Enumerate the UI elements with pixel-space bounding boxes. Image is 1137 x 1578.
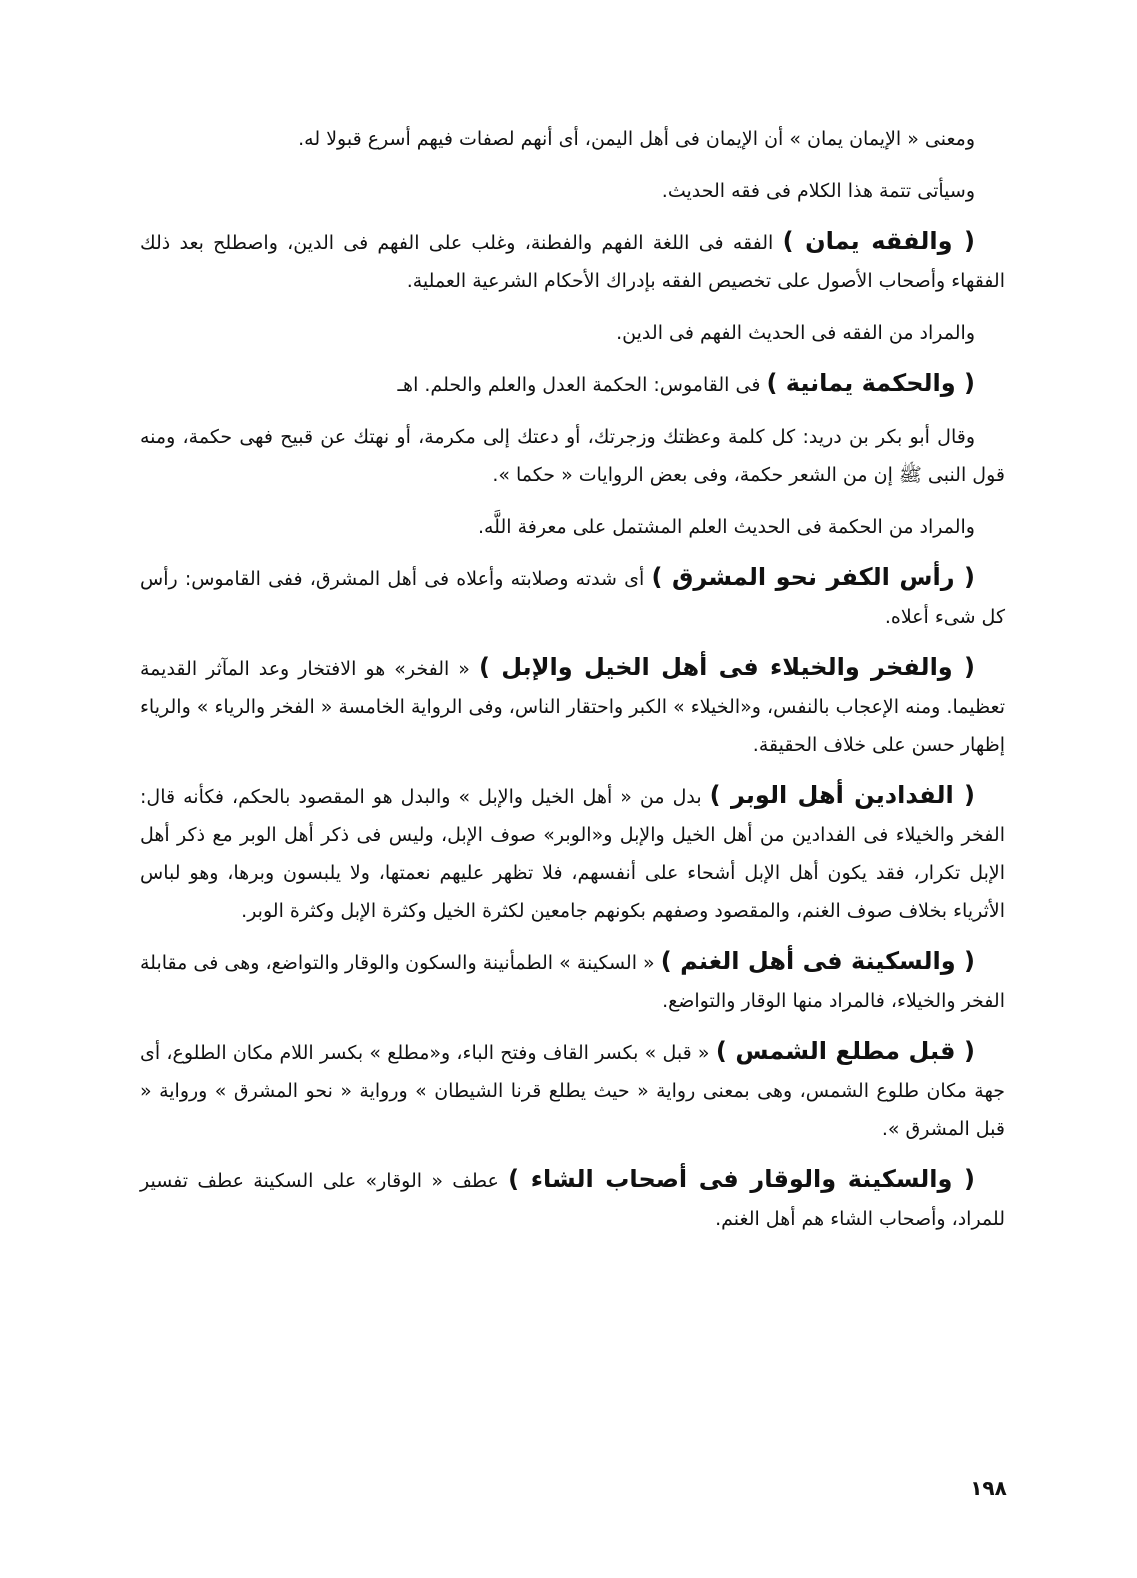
paragraph-heading: ( رأس الكفر نحو المشرق ): [651, 563, 975, 591]
paragraph: [140, 648, 1005, 764]
paragraph-text: عطف « الوقار» على السكينة عطف تفسير للمراد، وأصحاب الشاء هم أهل الغنم.: [140, 1170, 1005, 1230]
paragraph: [140, 558, 1005, 636]
paragraph: [140, 118, 1005, 158]
paragraph-text: « السكينة » الطمأنينة والسكون والوقار والتواضع، وهى فى مقابلة الفخر والخيلاء، فالمراد منها الوقار والتواضع.: [140, 952, 1005, 1012]
paragraph: [140, 312, 1005, 352]
paragraph: [140, 506, 1005, 546]
paragraph-heading: ( قبل مطلع الشمس ): [715, 1037, 975, 1065]
paragraph: [140, 170, 1005, 210]
paragraph: [140, 776, 1005, 930]
paragraph-text: أى شدته وصلابته وأعلاه فى أهل المشرق، ففى القاموس: رأس كل شىء أعلاه.: [140, 568, 1005, 628]
paragraph-heading: ( الفدادين أهل الوبر ): [709, 781, 975, 809]
paragraph-heading: ( والسكينة والوقار فى أصحاب الشاء ): [508, 1165, 976, 1193]
paragraph-text: بدل من « أهل الخيل والإبل » والبدل هو المقصود بالحكم، فكأنه قال: الفخر والخيلاء فى الفدادين من أهل الخيل والإبل و«الوبر» صوف الإبل، وليس فى ذكر أهل الوبر مع ذكر أهل الإبل تكرار، فقد يكون أهل الإبل أشحاء على أنفسهم، فلا تظهر عليهم نعمتها، ولا يلبسون وبرها، وهو لباس الأثرياء بخلاف صوف الغنم، والمقصود وصفهم بكونهم جامعين لكثرة الخيل وكثرة الإبل وكثرة الوبر.: [140, 786, 1005, 922]
paragraph-text: « قبل » بكسر القاف وفتح الباء، و«مطلع » بكسر اللام مكان الطلوع، أى جهة مكان طلوع الشمس، وهى بمعنى رواية « حيث يطلع قرنا الشيطان » ورواية « نحو المشرق » ورواية « قبل المشرق ».: [140, 1042, 1005, 1140]
paragraph-text: وقال أبو بكر بن دريد: كل كلمة وعظتك وزجرتك، أو دعتك إلى مكرمة، أو نهتك عن قبيح فهى حكمة، ومنه قول النبى ﷺ إن من الشعر حكمة، وفى بعض الروايات « حكما ».: [140, 426, 1005, 486]
paragraph-text: فى القاموس: الحكمة العدل والعلم والحلم. اهـ: [397, 374, 761, 396]
paragraph-text: الفقه فى اللغة الفهم والفطنة، وغلب على الفهم فى الدين، واصطلح بعد ذلك الفقهاء وأصحاب الأصول على تخصيص الفقه بإدراك الأحكام الشرعية العملية.: [140, 232, 1005, 292]
paragraph-text: ومعنى « الإيمان يمان » أن الإيمان فى أهل اليمن، أى أنهم لصفات فيهم أسرع قبولا له.: [298, 128, 975, 150]
paragraph: [140, 364, 1005, 404]
paragraph-heading: ( والفقه يمان ): [782, 227, 975, 255]
paragraph: [140, 1032, 1005, 1148]
paragraph-text: وسيأتى تتمة هذا الكلام فى فقه الحديث.: [661, 180, 975, 202]
paragraph-text: والمراد من الفقه فى الحديث الفهم فى الدين.: [616, 322, 975, 344]
page-number: ١٩٨: [970, 1476, 1007, 1500]
paragraph: [140, 416, 1005, 494]
paragraph-text: « الفخر» هو الافتخار وعد المآثر القديمة تعظيما. ومنه الإعجاب بالنفس، و«الخيلاء » الكبر واحتقار الناس، وفى الرواية الخامسة « الفخر والرياء » والرياء إظهار حسن على خلاف الحقيقة.: [140, 658, 1005, 756]
paragraph-heading: ( والفخر والخيلاء فى أهل الخيل والإبل ): [478, 653, 976, 681]
paragraph-text: والمراد من الحكمة فى الحديث العلم المشتمل على معرفة اللَّه.: [477, 516, 975, 538]
paragraph: [140, 942, 1005, 1020]
paragraph: [140, 1160, 1005, 1238]
paragraph: [140, 222, 1005, 300]
paragraph-heading: ( والسكينة فى أهل الغنم ): [660, 947, 975, 975]
page-body: [140, 118, 1005, 1250]
paragraph-heading: ( والحكمة يمانية ): [766, 369, 975, 397]
